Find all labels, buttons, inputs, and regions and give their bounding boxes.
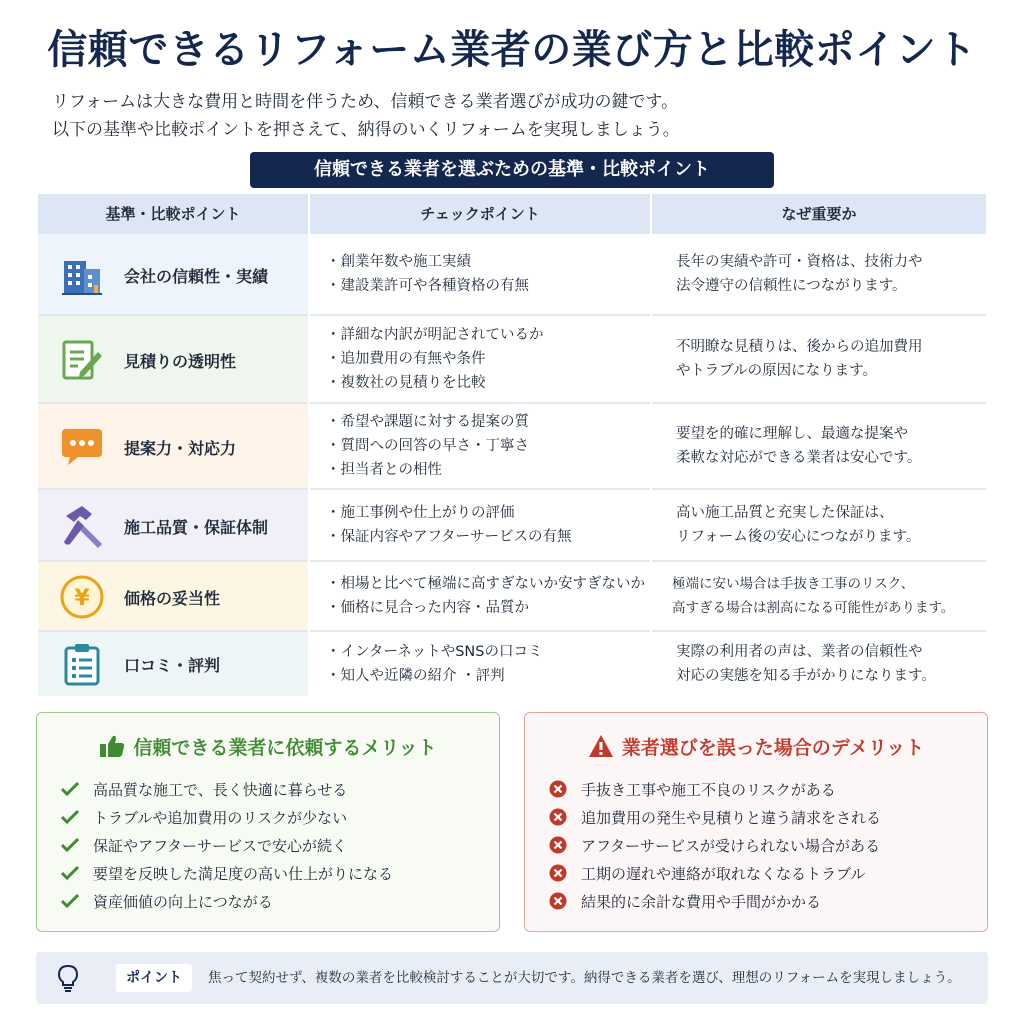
merit-text: 要望を反映した満足度の高い仕上がりになる [93, 864, 394, 883]
list-item [61, 887, 393, 915]
why-line: 要望を的確に理解し、最適な提案や [676, 426, 908, 442]
check-icon [61, 809, 93, 825]
list-item [549, 887, 881, 915]
criteria-cell [38, 490, 308, 560]
intro-text [52, 88, 992, 144]
checkpoint-item: ・建設業許可や各種資格の有無 [326, 278, 529, 294]
cross-circle-icon [549, 864, 581, 882]
check-icon [61, 893, 93, 909]
check-icon [61, 837, 93, 853]
lightbulb-icon [56, 964, 80, 996]
list-item [61, 831, 393, 859]
demerits-title [525, 733, 987, 760]
list-item [549, 803, 881, 831]
page-title: 信頼できるリフォーム業者の業び方と比較ポイント [47, 27, 977, 73]
checkpoint-cell [310, 562, 650, 630]
checkpoint-item: ・質問への回答の早さ・丁寧さ [326, 438, 529, 454]
demerits-list [549, 775, 881, 915]
list-item [549, 831, 881, 859]
table-row [38, 632, 986, 696]
demerit-text: 追加費用の発生や見積りと違う請求をされる [581, 808, 882, 827]
table-header [38, 194, 986, 234]
merit-text: 高品質な施工で、長く快適に暮らせる [93, 780, 348, 799]
checkpoint-item: ・複数社の見積りを比較 [326, 375, 486, 391]
criteria-label: 提案力・対応力 [124, 439, 237, 458]
column-divider [650, 194, 652, 696]
why-cell [652, 632, 986, 696]
thumbs-up-icon [99, 734, 125, 758]
cross-circle-icon [549, 836, 581, 854]
checkpoint-item: ・施工事例や仕上がりの評価 [326, 505, 515, 521]
checkpoint-cell [310, 234, 650, 314]
why-line: リフォーム後の安心につながります。 [676, 529, 921, 545]
tip-bar [36, 952, 988, 1004]
why-cell [652, 404, 986, 488]
demerit-text: 工期の遅れや連絡が取れなくなるトラブル [581, 864, 866, 883]
merits-panel [36, 712, 500, 932]
table-row [38, 234, 986, 316]
criteria-cell [38, 404, 308, 488]
checkpoint-item: ・インターネットやSNSの口コミ [326, 644, 543, 660]
warning-icon [588, 734, 614, 758]
table-row [38, 562, 986, 632]
checkpoint-item: ・追加費用の有無や条件 [326, 351, 486, 367]
checkpoint-item: ・知人や近隣の紹介 ・評判 [326, 668, 505, 684]
checkpoint-item: ・担当者との相性 [326, 462, 442, 478]
criteria-cell [38, 562, 308, 630]
header-checkpoints: チェックポイント [420, 205, 540, 223]
check-icon [61, 781, 93, 797]
checkpoint-item: ・詳細な内訳が明記されているか [326, 327, 544, 343]
criteria-cell [38, 234, 308, 314]
tip-label: ポイント [116, 964, 192, 992]
cross-circle-icon [549, 892, 581, 910]
chat-bubble-icon [58, 423, 106, 471]
table-banner: 信頼できる業者を選ぶための基準・比較ポイント [250, 152, 774, 188]
intro-line-2: 以下の基準や比較ポイントを押さえて、納得のいくリフォームを実現しましょう。 [52, 120, 680, 140]
criteria-label: 会社の信頼性・実績 [124, 267, 269, 286]
checkpoint-item: ・保証内容やアフターサービスの有無 [326, 529, 572, 545]
list-item [61, 859, 393, 887]
checkpoint-cell [310, 632, 650, 696]
why-cell [652, 562, 986, 630]
merits-title-text: 信頼できる業者に依頼するメリット [133, 737, 437, 759]
merit-text: トラブルや追加費用のリスクが少ない [93, 808, 348, 827]
why-line: 対応の実態を知る手がかりになります。 [676, 668, 936, 684]
merits-list [61, 775, 393, 915]
checkpoint-cell [310, 316, 650, 402]
checkpoint-item: ・創業年数や施工実績 [326, 254, 471, 270]
cross-circle-icon [549, 808, 581, 826]
why-line: 法令遵守の信頼性につながります。 [676, 278, 907, 294]
criteria-cell [38, 316, 308, 402]
checkpoint-cell [310, 490, 650, 560]
list-item [549, 859, 881, 887]
list-item [61, 775, 393, 803]
merits-title [37, 733, 499, 760]
why-cell [652, 316, 986, 402]
checkpoint-item: ・相場と比べて極端に高すぎないか安すぎないか [326, 576, 645, 592]
header-why: なぜ重要か [781, 205, 857, 223]
clipboard-icon [58, 640, 106, 688]
demerits-panel [524, 712, 988, 932]
why-line: 柔軟な対応ができる業者は安心です。 [676, 450, 922, 466]
criteria-label: 見積りの透明性 [124, 352, 237, 371]
header-criteria: 基準・比較ポイント [105, 205, 241, 223]
list-item [549, 775, 881, 803]
checkpoint-cell [310, 404, 650, 488]
intro-line-1: リフォームは大きな費用と時間を伴うため、信頼できる業者選びが成功の鍵です。 [52, 92, 679, 112]
demerit-text: 結果的に余計な費用や手間がかかる [581, 892, 822, 911]
building-icon [58, 251, 106, 299]
demerit-text: 手抜き工事や施工不良のリスクがある [581, 780, 836, 799]
why-line: 高い施工品質と充実した保証は、 [676, 505, 894, 521]
table-row [38, 316, 986, 404]
criteria-cell [38, 632, 308, 696]
merit-text: 資産価値の向上につながる [93, 892, 273, 911]
why-line: 長年の実績や許可・資格は、技術力や [676, 254, 923, 270]
merit-text: 保証やアフターサービスで安心が続く [93, 836, 347, 855]
checkpoint-item: ・希望や課題に対する提案の質 [326, 414, 529, 430]
demerit-text: アフターサービスが受けられない場合がある [581, 836, 880, 855]
why-cell [652, 490, 986, 560]
tip-text: 焦って契約せず、複数の業者を比較検討することが大切です。納得できる業者を選び、理想のリフォームを実現しましょう。 [208, 970, 961, 986]
checkpoint-item: ・価格に見合った内容・品質か [326, 600, 529, 616]
document-edit-icon [58, 336, 106, 384]
why-line: 実際の利用者の声は、業者の信頼性や [676, 644, 923, 660]
criteria-label: 価格の妥当性 [124, 589, 221, 608]
hammer-icon [58, 502, 106, 550]
svg-text:¥: ¥ [74, 586, 90, 611]
comparison-table [38, 194, 986, 696]
why-line: やトラブルの原因になります。 [676, 363, 877, 379]
why-line: 高すぎる場合は割高になる可能性があります。 [672, 600, 955, 616]
column-divider [308, 194, 310, 696]
table-row [38, 490, 986, 562]
cross-circle-icon [549, 780, 581, 798]
check-icon [61, 865, 93, 881]
why-line: 不明瞭な見積りは、後からの追加費用 [676, 339, 923, 355]
yen-coin-icon [58, 573, 106, 621]
criteria-label: 施工品質・保証体制 [124, 518, 269, 537]
why-cell [652, 234, 986, 314]
criteria-label: 口コミ・評判 [124, 656, 221, 675]
demerits-title-text: 業者選びを誤った場合のデメリット [621, 737, 925, 759]
list-item [61, 803, 393, 831]
why-line: 極端に安い場合は手抜き工事のリスク、 [672, 576, 915, 592]
table-row [38, 404, 986, 490]
